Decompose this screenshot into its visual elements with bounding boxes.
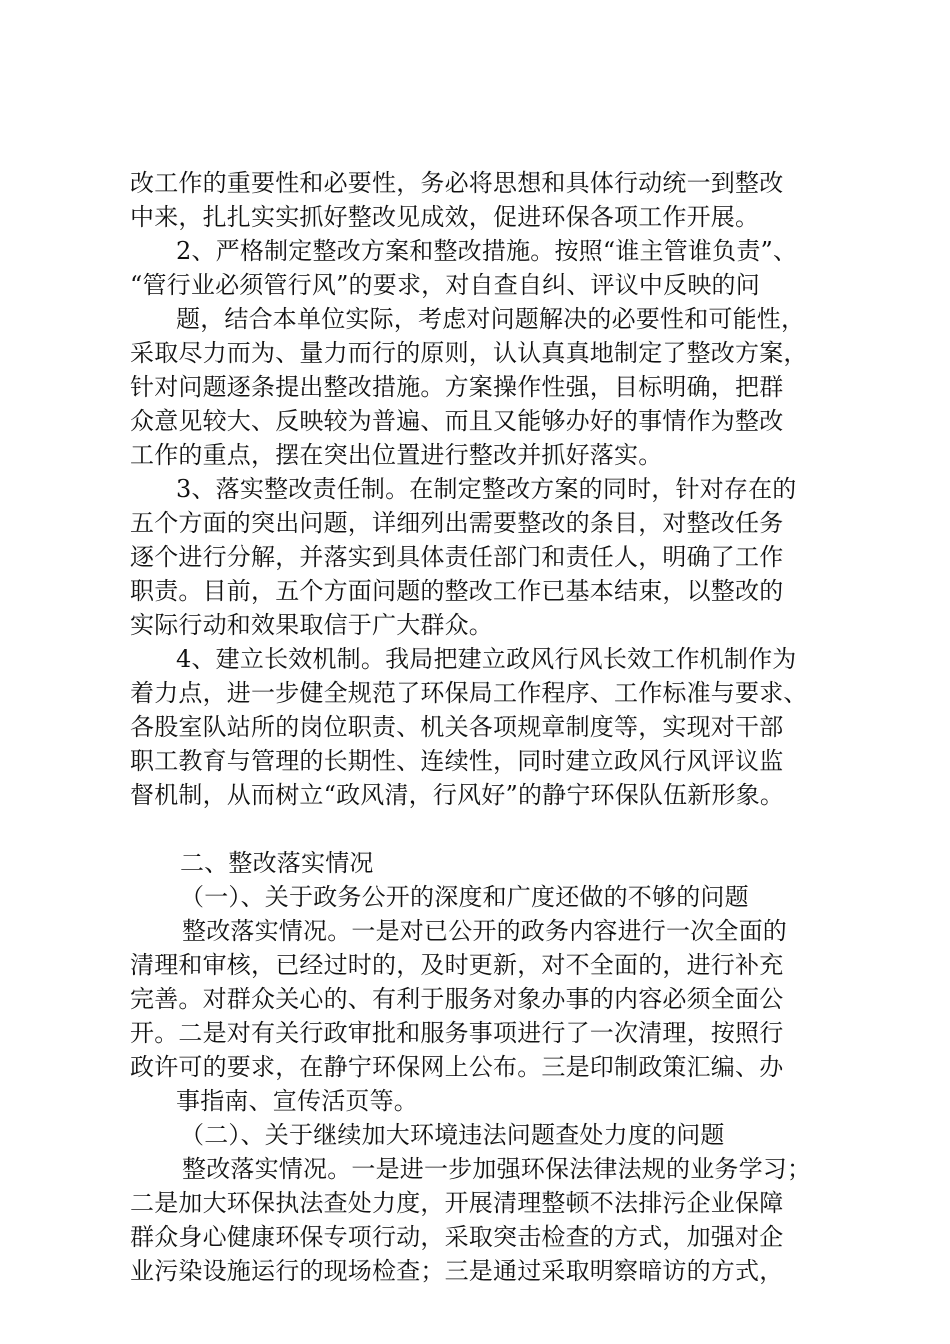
text-line: 工作的重点，摆在突出位置进行整改并抓好落实。 <box>130 441 663 469</box>
subsection-heading: （一）、关于政务公开的深度和广度还做的不够的问题 <box>180 883 749 911</box>
text-line: 改工作的重要性和必要性，务必将思想和具体行动统一到整改 <box>130 169 784 197</box>
text-line: 清理和审核，已经过时的，及时更新，对不全面的，进行补充 <box>130 951 784 979</box>
text-line: 五个方面的突出问题，详细列出需要整改的条目，对整改任务 <box>130 509 784 537</box>
text-line: 完善。对群众关心的、有利于服务对象办事的内容必须全面公 <box>130 985 784 1013</box>
text-line: 逐个进行分解，并落实到具体责任部门和责任人，明确了工作 <box>130 543 784 571</box>
text-line: 开。二是对有关行政审批和服务事项进行了一次清理，按照行 <box>130 1019 784 1047</box>
text-line: 整改落实情况。一是对已公开的政务内容进行一次全面的 <box>182 917 787 945</box>
text-line: 题，结合本单位实际，考虑对问题解决的必要性和可能性， <box>176 305 806 333</box>
text-line: 政许可的要求，在静宁环保网上公布。三是印制政策汇编、办 <box>130 1053 784 1081</box>
subsection-heading: （二）、关于继续加大环境违法问题查处力度的问题 <box>180 1121 725 1149</box>
text-line: 业污染设施运行的现场检查；三是通过采取明察暗访的方式， <box>130 1257 784 1285</box>
text-line: 二是加大环保执法查处力度，开展清理整顿不法排污企业保障 <box>130 1189 784 1217</box>
text-line: 事指南、宣传活页等。 <box>176 1087 418 1115</box>
paragraph-gap <box>130 812 830 846</box>
text-line: 着力点，进一步健全规范了环保局工作程序、工作标准与要求、 <box>130 679 808 707</box>
text-line: 众意见较大、反映较为普遍、而且又能够办好的事情作为整改 <box>130 407 784 435</box>
text-line: 整改落实情况。一是进一步加强环保法律法规的业务学习； <box>182 1155 812 1183</box>
document-body <box>130 166 830 1288</box>
text-line: 采取尽力而为、量力而行的原则，认认真真地制定了整改方案， <box>130 339 808 367</box>
text-line: 实际行动和效果取信于广大群众。 <box>130 611 493 639</box>
text-line: 4、建立长效机制。我局把建立政风行风长效工作机制作为 <box>176 645 797 673</box>
text-line: 群众身心健康环保专项行动，采取突击检查的方式，加强对企 <box>130 1223 784 1251</box>
text-line: 职责。目前，五个方面问题的整改工作已基本结束，以整改的 <box>130 577 784 605</box>
text-line: 针对问题逐条提出整改措施。方案操作性强，目标明确，把群 <box>130 373 784 401</box>
text-line: 督机制，从而树立“政风清，行风好”的静宁环保队伍新形象。 <box>130 781 785 809</box>
text-line: 职工教育与管理的长期性、连续性，同时建立政风行风评议监 <box>130 747 784 775</box>
text-line: 各股室队站所的岗位职责、机关各项规章制度等，实现对干部 <box>130 713 784 741</box>
text-line: 3、落实整改责任制。在制定整改方案的同时，针对存在的 <box>176 475 797 503</box>
section-heading: 二、整改落实情况 <box>180 849 374 877</box>
text-line: “管行业必须管行风”的要求，对自查自纠、评议中反映的问 <box>130 271 760 299</box>
text-line: 中来，扎扎实实抓好整改见成效，促进环保各项工作开展。 <box>130 203 760 231</box>
text-line: 2、严格制定整改方案和整改措施。按照“谁主管谁负责”、 <box>176 237 798 265</box>
